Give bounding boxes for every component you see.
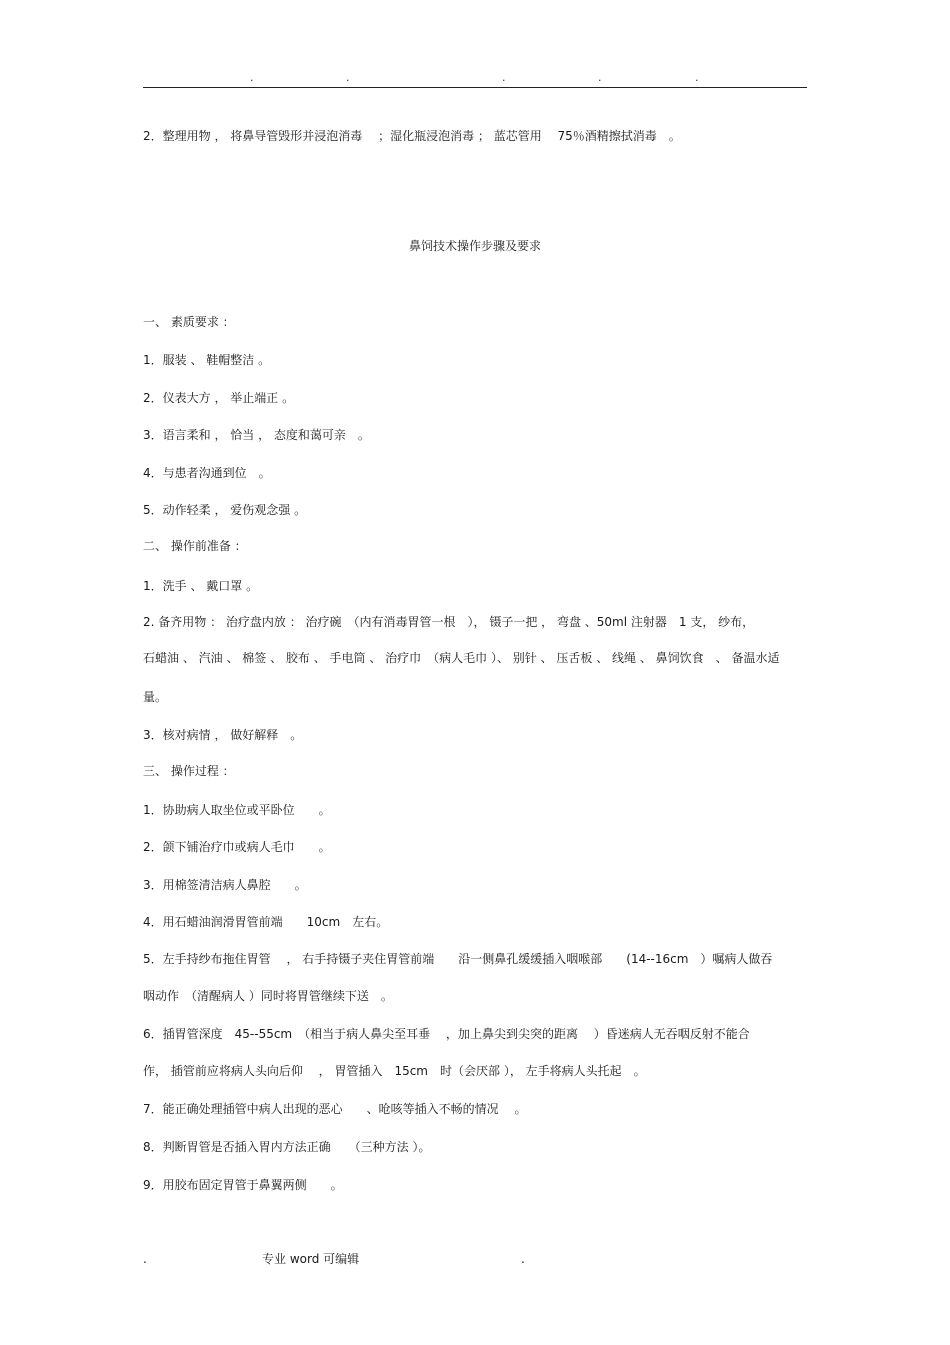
footer-right-dot: . (521, 1252, 525, 1266)
body-line: 1．洗手 、 戴口罩 。 (143, 579, 259, 593)
body-line: 3．核对病情 ， 做好解释 。 (143, 728, 303, 742)
body-line: 石蜡油 、 汽油 、 棉签 、 胶布 、 手电筒 、 治疗巾 （病人毛巾 ）、 别针 、 压舌板 、 线绳 、 鼻饲饮食 、 备温水适 (143, 651, 780, 665)
body-line: 4．用石蜡油润滑胃管前端 10cm 左右。 (143, 915, 389, 929)
body-line: 2. 备齐用物 ： 治疗盘内放 ： 治疗碗 （内有消毒胃管一根 ）， 镊子一把 ， 弯盘 、50ml 注射器 1 支， 纱布， (143, 615, 755, 629)
page-header-dots (143, 72, 807, 86)
body-line: 3．语言柔和 ， 恰当 ， 态度和蔼可亲 。 (143, 428, 370, 442)
body-line: 2．仪表大方 ， 举止端正 。 (143, 391, 295, 405)
body-line: 量。 (143, 690, 168, 704)
body-line: 7．能正确处理插管中病人出现的恶心 、呛咳等插入不畅的情况 。 (143, 1102, 527, 1116)
body-line: 5．动作轻柔 ， 爱伤观念强 。 (143, 503, 307, 517)
body-line: 3．用棉签清洁病人鼻腔 。 (143, 878, 307, 892)
header-dot: . (502, 71, 506, 84)
body-line: 8．判断胃管是否插入胃内方法正确 （三种方法 ）。 (143, 1140, 431, 1154)
body-line: 6．插胃管深度 45--55cm （相当于病人鼻尖至耳垂 ，加上鼻尖到尖突的距离 ）昏迷病人无吞咽反射不能合 (143, 1027, 750, 1041)
body-line: 咽动作 （清醒病人 ）同时将胃管继续下送 。 (143, 989, 393, 1003)
body-line: 2．颌下铺治疗巾或病人毛巾 。 (143, 840, 331, 854)
header-dot: . (598, 71, 602, 84)
page-title: 鼻饲技术操作步骤及要求 (408, 239, 541, 253)
header-dot: . (346, 71, 350, 84)
header-dot: . (250, 71, 254, 84)
body-line: 一、 素质要求 ： (143, 315, 235, 329)
body-line: 三、 操作过程 ： (143, 764, 235, 778)
continuation-line: 2．整理用物 ， 将鼻导管毁形并浸泡消毒 ；湿化瓶浸泡消毒 ； 蓝芯管用 75％酒精擦拭消毒 。 (143, 129, 681, 143)
header-rule (143, 87, 807, 88)
body-line: 作， 插管前应将病人头向后仰 ， 胃管插入 15cm 时（会厌部 ）， 左手将病人头托起 。 (143, 1064, 646, 1078)
body-line: 1．服装 、 鞋帽整洁 。 (143, 353, 271, 367)
body-line: 二、 操作前准备 ： (143, 539, 247, 553)
body-line: 9．用胶布固定胃管于鼻翼两侧 。 (143, 1178, 343, 1192)
body-line: 4．与患者沟通到位 。 (143, 466, 271, 480)
header-dot: . (695, 71, 699, 84)
footer-left-dot: . (143, 1252, 147, 1266)
body-line: 1．协助病人取坐位或平卧位 。 (143, 803, 331, 817)
footer-text: 专业 word 可编辑 (262, 1252, 360, 1266)
body-line: 5．左手持纱布拖住胃管 ， 右手持镊子夹住胃管前端 沿一侧鼻孔缓缓插入咽喉部 (14--16cm ）嘱病人做吞 (143, 952, 773, 966)
